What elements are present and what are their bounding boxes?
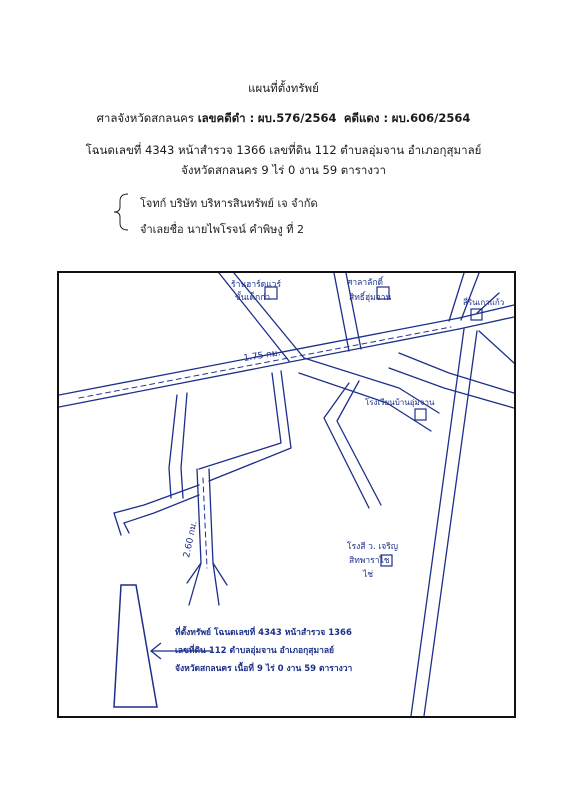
school-label: โรงเรียนบ้านอุ่มจาน — [365, 398, 435, 407]
shop-label-2: ขั้นเด็กก่า — [235, 293, 271, 303]
case-line — [0, 110, 567, 128]
plaintiff-text: โจทก์ บริษัท บริหารสินทรัพย์ เจ จำกัด — [140, 197, 318, 210]
red-case-label: คดีแดง : — [343, 111, 389, 125]
distance-top-label: 1.75 กม. — [242, 348, 282, 364]
black-case-number: ผบ.576/2564 — [257, 111, 337, 125]
sala-label-2: สิทธิ์ฮุ่มจาน — [349, 293, 392, 303]
property-note-line-2: เลขที่ดิน 112 ตำบลอุ่มจาน อำเภอกุสุมาลย์ — [175, 646, 335, 656]
page-title: แผนที่ตั้งทรัพย์ — [248, 81, 319, 95]
deed-line: โฉนดเลขที่ 4343 หน้าสำรวจ 1366 เลขที่ดิน 112 ตำบลอุ่มจาน อำเภอกุสุมาลย์ — [85, 143, 482, 157]
mill-label-2: สิทพาราไช — [349, 556, 390, 566]
defendant-text: จำเลยชื่อ นายไพโรจน์ คำพิษงู ที่ 2 — [140, 223, 304, 236]
brace-icon — [108, 192, 138, 232]
sala-label: ศาลาลักดิ์ — [347, 278, 384, 288]
court-name: ศาลจังหวัดสกลนคร — [96, 111, 195, 125]
distance-vertical-label: 2.60 กม. — [182, 520, 200, 559]
shop-label: ร้านฮาร์ดแวร์ — [231, 280, 282, 290]
landmark-box-school — [415, 409, 426, 420]
property-parcel — [114, 585, 157, 707]
location-map — [57, 271, 516, 718]
property-note-line-1: ที่ตั้งทรัพย์ โฉนดเลขที่ 4343 หน้าสำรวจ 1366 — [175, 628, 352, 638]
map-drawing — [59, 273, 514, 716]
mill-label: โรงสี ว. เจริญ — [347, 542, 399, 552]
right-top-label: สี่รินเกาแก้ว — [463, 298, 505, 307]
red-case-number: ผบ.606/2564 — [391, 111, 471, 125]
property-note-line-3: จังหวัดสกลนคร เนื้อที่ 9 ไร่ 0 งาน 59 ตารางวา — [175, 664, 353, 674]
black-case-label: เลขคดีดำ : — [197, 111, 255, 125]
mill-label-3: ไช่ — [363, 570, 374, 580]
area-line: จังหวัดสกลนคร 9 ไร่ 0 งาน 59 ตารางวา — [181, 163, 386, 177]
